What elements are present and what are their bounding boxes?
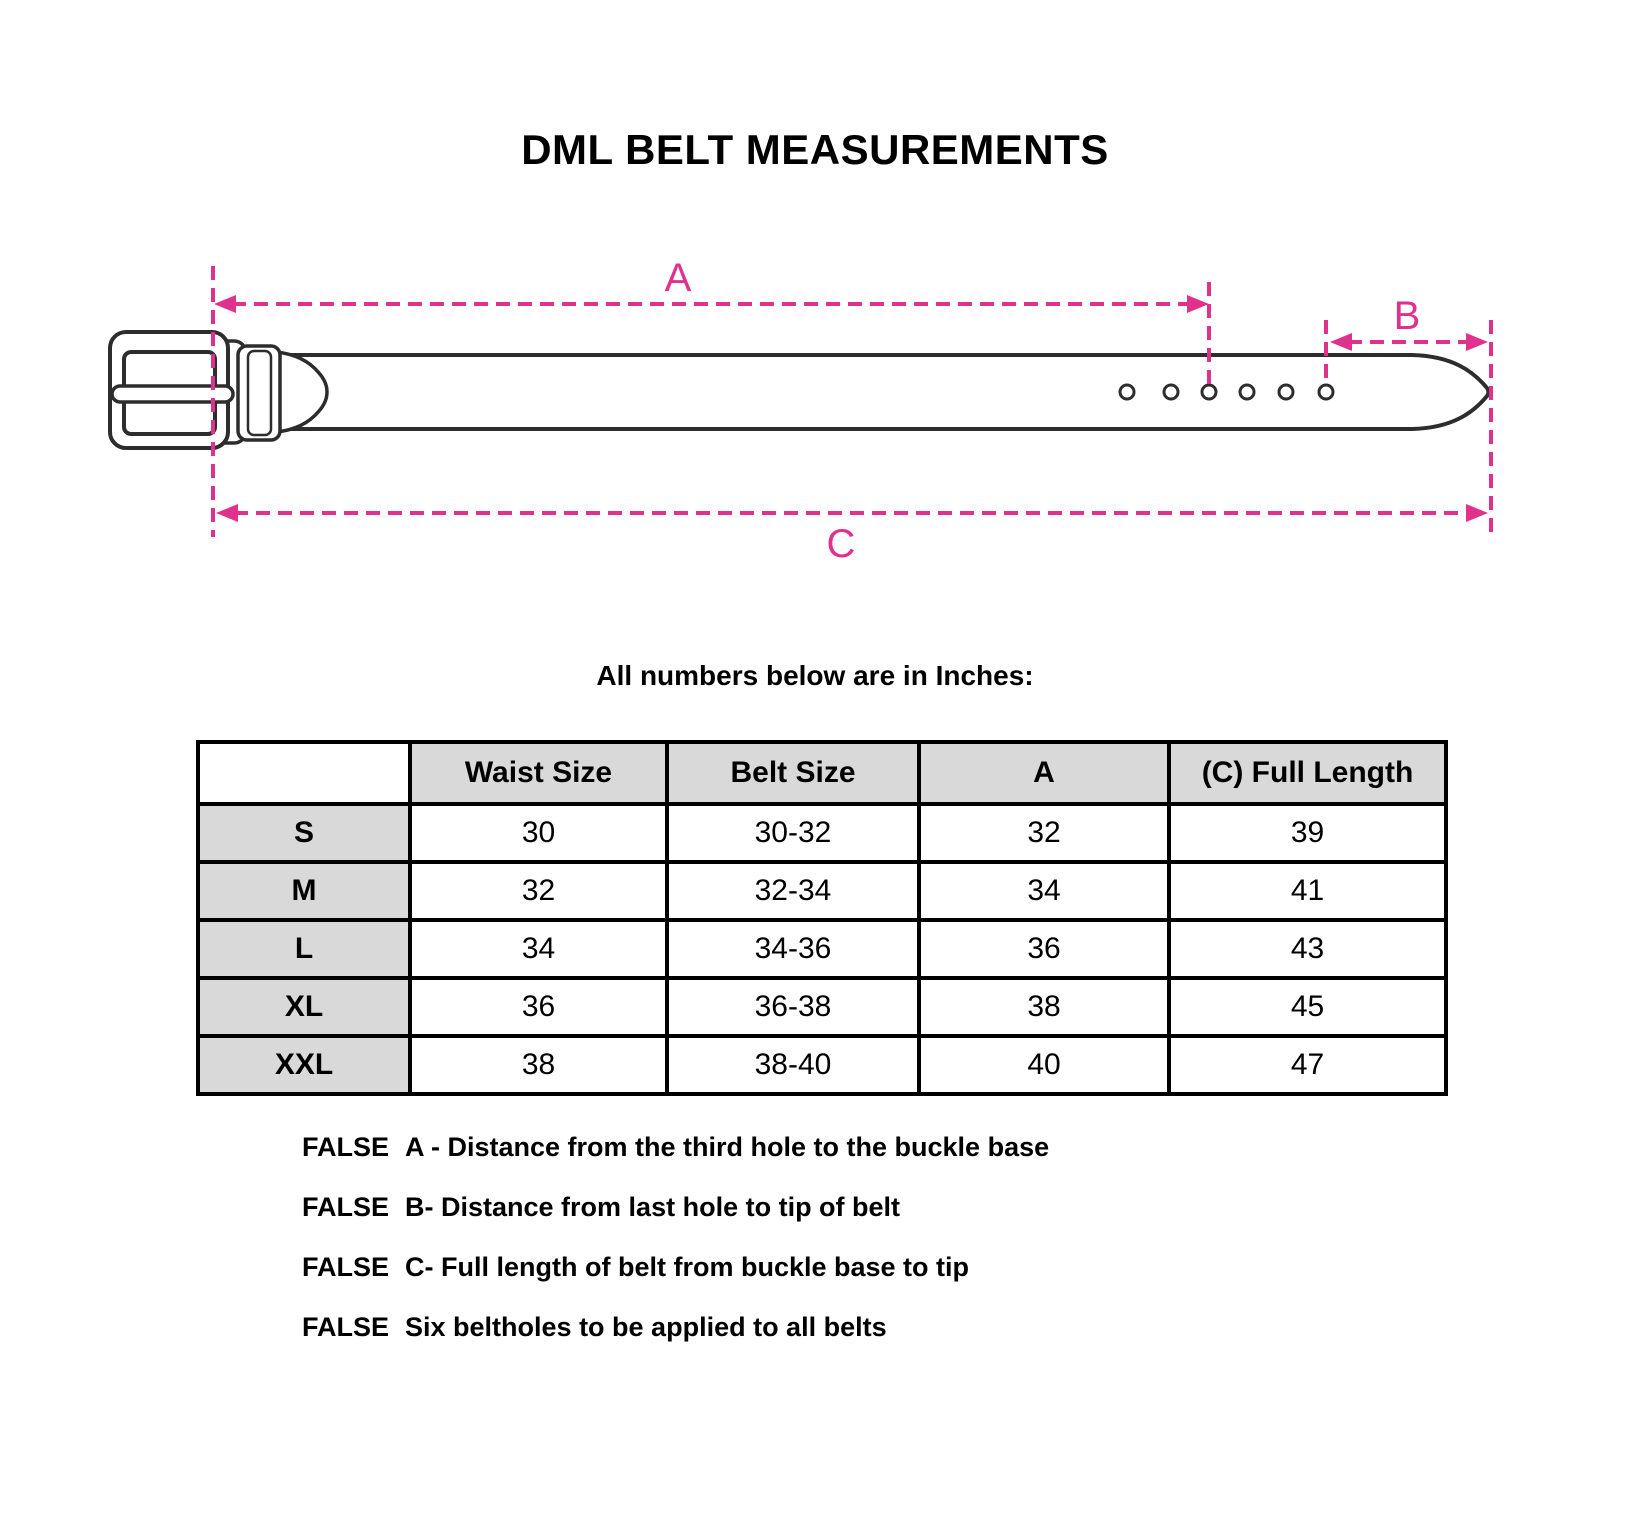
a-cell: 32 xyxy=(919,804,1169,862)
belt-hole xyxy=(1202,385,1216,399)
table-row-xl xyxy=(198,978,1446,1036)
note-text: B- Distance from last hole to tip of belt xyxy=(405,1191,901,1222)
header-cell-a: A xyxy=(919,742,1169,804)
page-title: DML BELT MEASUREMENTS xyxy=(521,126,1109,173)
header-cell-waist-size: Waist Size xyxy=(410,742,667,804)
full-length-cell: 43 xyxy=(1169,920,1446,978)
arrowhead-b-left xyxy=(1330,333,1352,351)
belt-size-cell: 34-36 xyxy=(667,920,919,978)
waist-cell: 38 xyxy=(410,1036,667,1094)
note-line-b xyxy=(302,1177,1049,1237)
note-text: Six beltholes to be applied to all belts xyxy=(405,1311,887,1342)
waist-cell: 34 xyxy=(410,920,667,978)
note-flag: FALSE xyxy=(302,1191,390,1222)
belt-hole xyxy=(1120,385,1134,399)
dim-label-b: B xyxy=(1393,294,1421,338)
table-row-s xyxy=(198,804,1446,862)
belt-hole xyxy=(1319,385,1333,399)
belt-hole xyxy=(1164,385,1178,399)
table-header-row xyxy=(198,742,1446,804)
table-row-xxl xyxy=(198,1036,1446,1094)
belt-hole xyxy=(1240,385,1254,399)
belt-strap xyxy=(258,355,1489,429)
note-flag: FALSE xyxy=(302,1251,390,1282)
size-cell: M xyxy=(198,862,410,920)
full-length-cell: 39 xyxy=(1169,804,1446,862)
arrowhead-a-left xyxy=(214,295,236,313)
full-length-cell: 47 xyxy=(1169,1036,1446,1094)
size-cell: L xyxy=(198,920,410,978)
full-length-cell: 41 xyxy=(1169,862,1446,920)
arrowhead-c-right xyxy=(1466,504,1488,522)
dim-label-c: C xyxy=(826,522,856,566)
size-table xyxy=(196,740,1448,1096)
belt-illustration xyxy=(110,332,1489,448)
a-cell: 34 xyxy=(919,862,1169,920)
belt-size-cell: 36-38 xyxy=(667,978,919,1036)
a-cell: 40 xyxy=(919,1036,1169,1094)
note-flag: FALSE xyxy=(302,1131,390,1162)
header-cell-full-length: (C) Full Length xyxy=(1169,742,1446,804)
waist-cell: 36 xyxy=(410,978,667,1036)
size-cell: XXL xyxy=(198,1036,410,1094)
belt-size-cell: 32-34 xyxy=(667,862,919,920)
belt-hole xyxy=(1279,385,1293,399)
belt-diagram xyxy=(0,0,1630,600)
full-length-cell: 45 xyxy=(1169,978,1446,1036)
belt-size-cell: 38-40 xyxy=(667,1036,919,1094)
belt-size-cell: 30-32 xyxy=(667,804,919,862)
note-text: A - Distance from the third hole to the buckle base xyxy=(405,1131,1050,1162)
note-line-c xyxy=(302,1237,1049,1297)
dim-label-a: A xyxy=(664,256,692,300)
size-cell: S xyxy=(198,804,410,862)
note-text: C- Full length of belt from buckle base to tip xyxy=(405,1251,970,1282)
waist-cell: 30 xyxy=(410,804,667,862)
footnotes xyxy=(302,1117,1049,1357)
header-cell-belt-size: Belt Size xyxy=(667,742,919,804)
a-cell: 36 xyxy=(919,920,1169,978)
note-line-holes xyxy=(302,1297,1049,1357)
table-row-l xyxy=(198,920,1446,978)
note-flag: FALSE xyxy=(302,1311,390,1342)
arrowhead-a-right xyxy=(1187,295,1209,313)
note-line-a xyxy=(302,1117,1049,1177)
table-row-m xyxy=(198,862,1446,920)
a-cell: 38 xyxy=(919,978,1169,1036)
size-cell: XL xyxy=(198,978,410,1036)
belt-keeper xyxy=(238,346,280,440)
waist-cell: 32 xyxy=(410,862,667,920)
header-cell-blank xyxy=(198,742,410,804)
units-note: All numbers below are in Inches: xyxy=(596,660,1034,691)
arrowhead-c-left xyxy=(216,504,238,522)
arrowhead-b-right xyxy=(1466,333,1488,351)
